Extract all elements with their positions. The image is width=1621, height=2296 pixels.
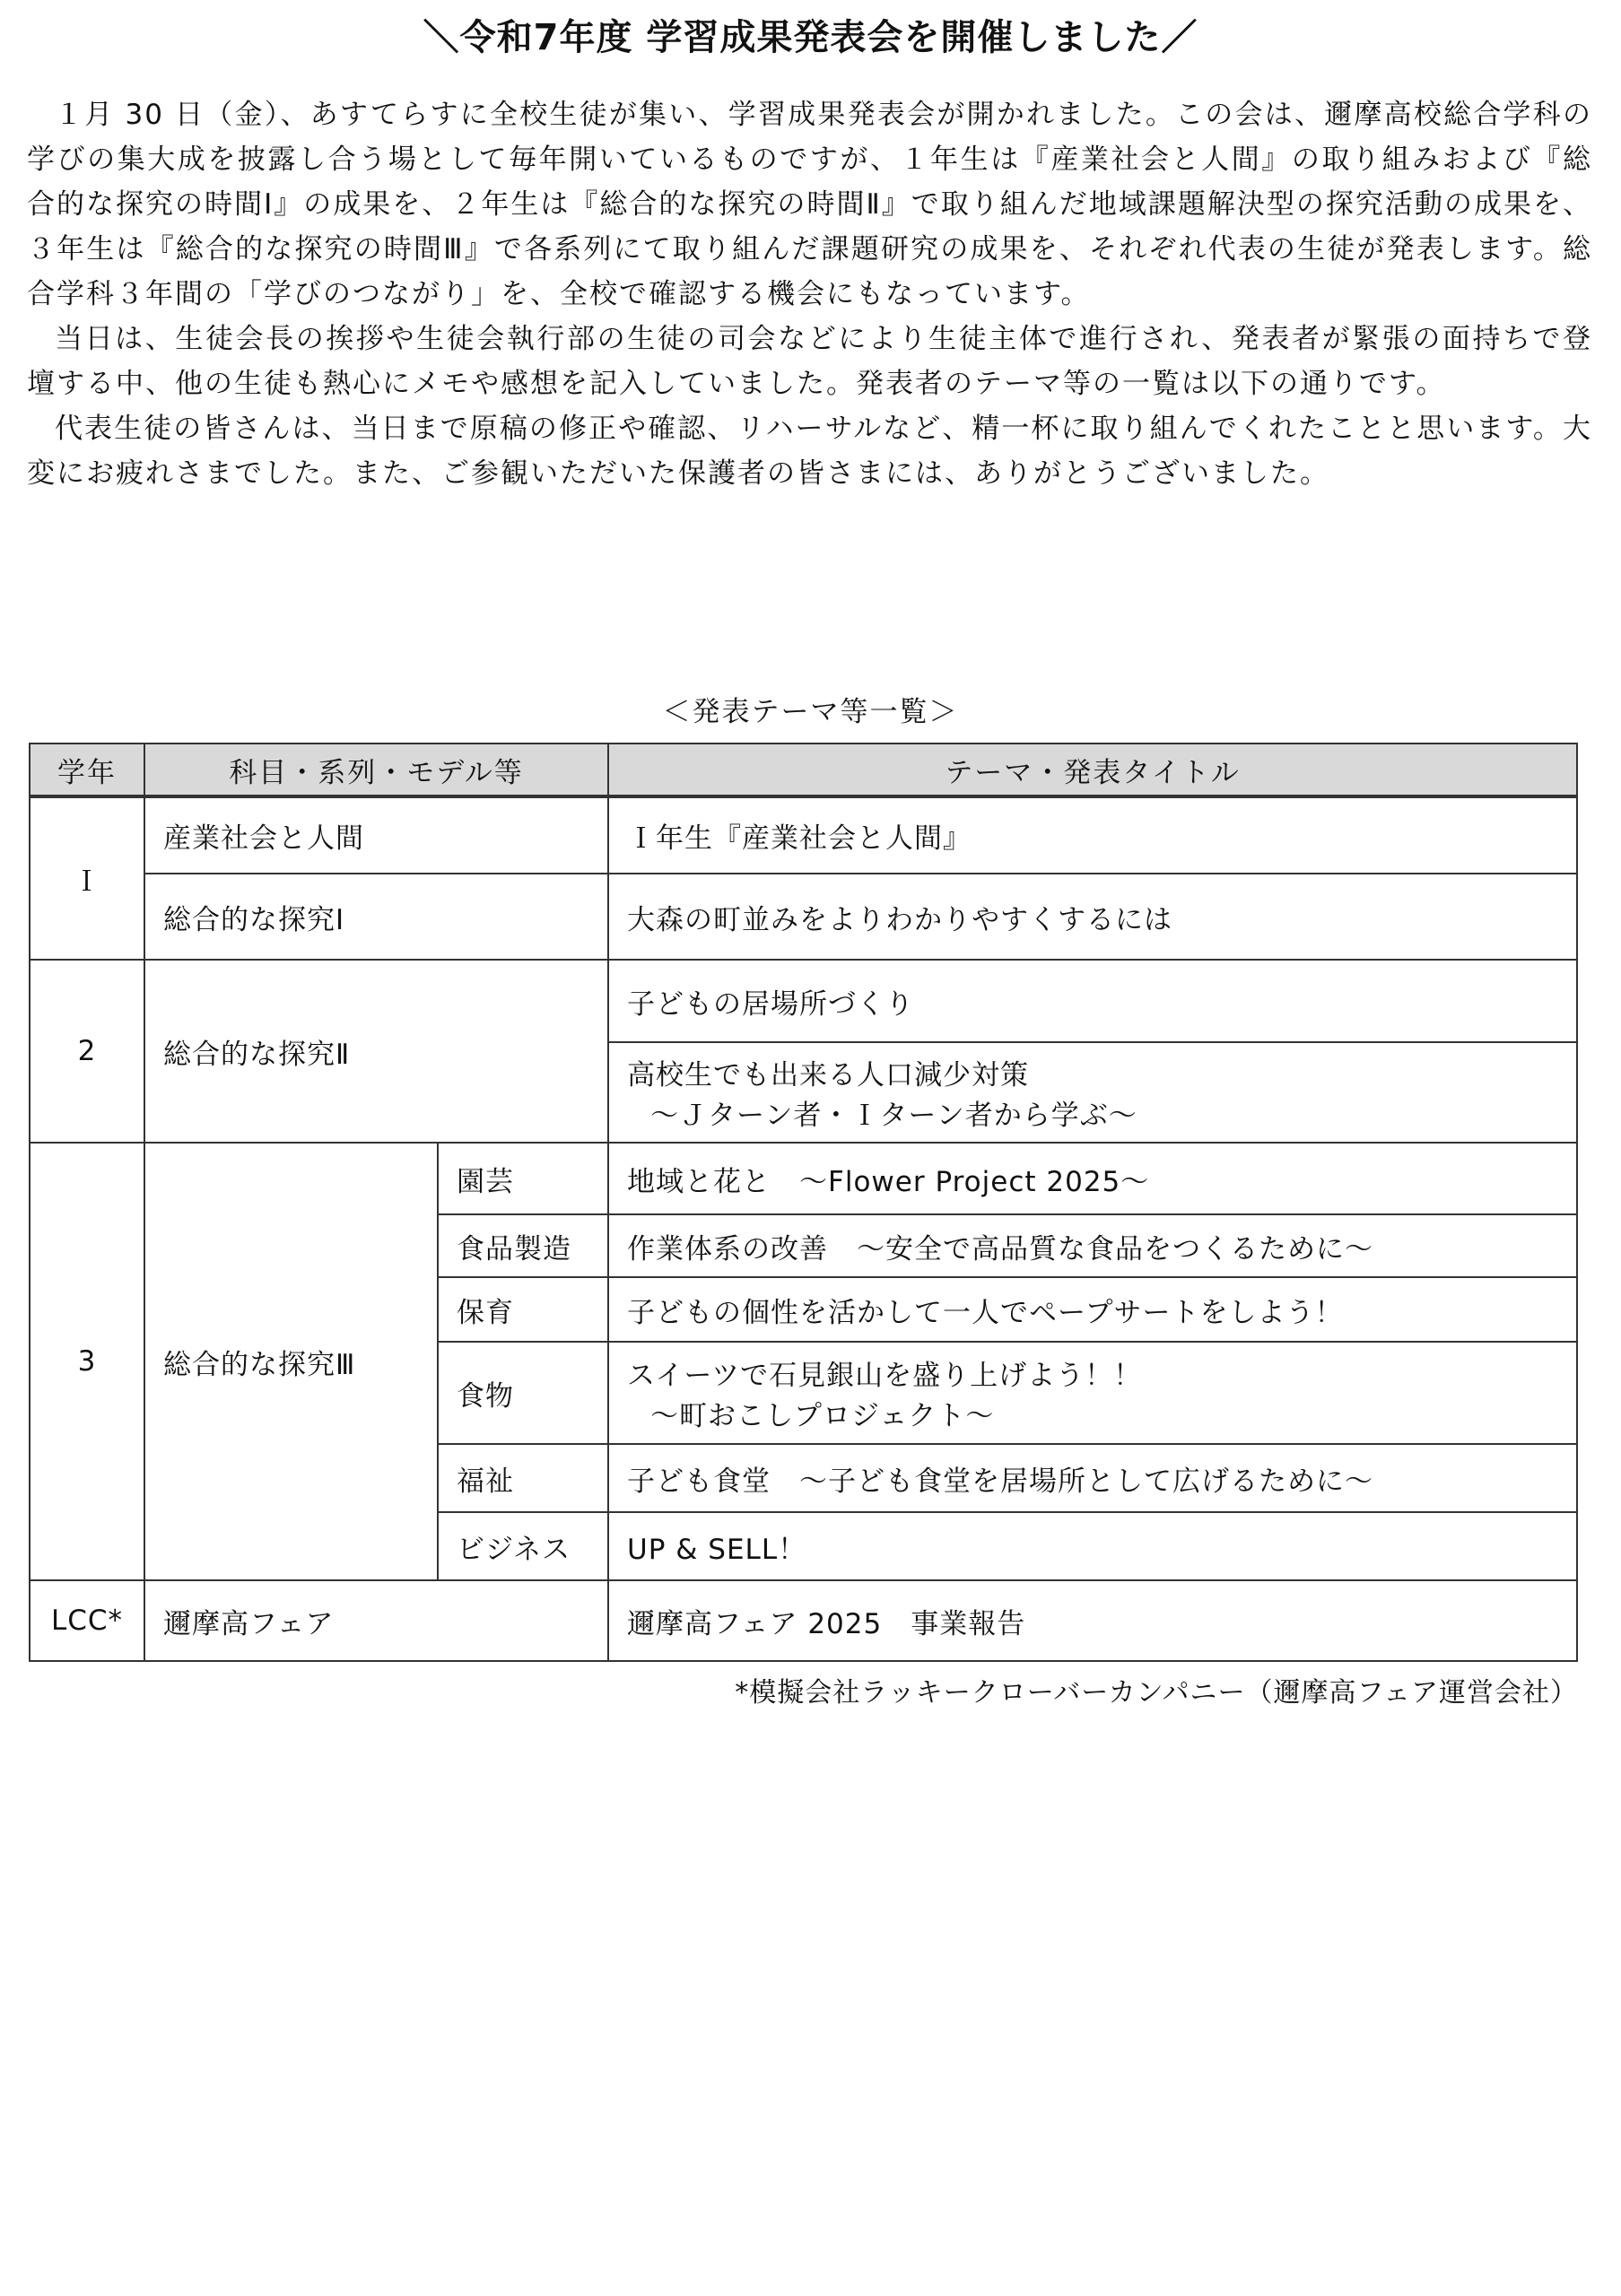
subject-cell: 総合的な探究Ⅰ (144, 874, 608, 960)
theme-cell (608, 1042, 1577, 1143)
series-cell: 福祉 (438, 1444, 608, 1512)
grade-cell: Ｉ (30, 796, 144, 960)
table-caption: ＜発表テーマ等一覧＞ (662, 696, 959, 728)
theme-cell: 作業体系の改善 ～安全で高品質な食品をつくるために～ (608, 1214, 1577, 1277)
table-row (30, 1143, 1577, 1214)
header-grade: 学年 (30, 744, 144, 796)
subject-cell: 産業社会と人間 (144, 796, 608, 874)
series-cell: 食品製造 (438, 1214, 608, 1277)
series-cell: 保育 (438, 1277, 608, 1342)
paragraph-2: 当日は、生徒会長の挨拶や生徒会執行部の生徒の司会などにより生徒主体で進行され、発表者が緊張の面持ちで登壇する中、他の生徒も熱心にメモや感想を記入していました。発表者のテーマ等の一覧は以下の通りです。 (27, 323, 1592, 400)
theme-line-2: ～Ｊターン者・Ｉターン者から学ぶ～ (650, 1100, 1137, 1132)
page-title: ＼令和7年度 学習成果発表会を開催しました／ (423, 17, 1198, 58)
theme-line-2: ～町おこしプロジェクト～ (650, 1400, 995, 1432)
paragraph-3: 代表生徒の皆さんは、当日まで原稿の修正や確認、リハーサルなど、精一杯に取り組んでくれたことと思います。大変にお疲れさまでした。また、ご参観いただいた保護者の皆さまには、ありがとうございました。 (27, 413, 1592, 490)
series-cell: 食物 (438, 1342, 608, 1444)
paragraph-1: １月 30 日（金）、あすてらすに全校生徒が集い、学習成果発表会が開かれました。この会は、邇摩高校総合学科の学びの集大成を披露し合う場として毎年開いているものですが、１年生は『産業社会と人間』の取り組みおよび『総合的な探究の時間Ⅰ』の成果を、２年生は『総合的な探究の時間Ⅱ』で取り組んだ地域課題解決型の探究活動の成果を、３年生は『総合的な探究の時間Ⅲ』で各系列にて取り組んだ課題研究の成果を、それぞれ代表の生徒が発表します。総合学科３年間の「学びのつながり」を、全校で確認する機会にもなっています。 (27, 99, 1592, 310)
table-row (30, 1580, 1577, 1661)
theme-cell: 子ども食堂 ～子ども食堂を居場所として広げるために～ (608, 1444, 1577, 1512)
series-cell: 園芸 (438, 1143, 608, 1214)
theme-line-1: 高校生でも出来る人口減少対策 (627, 1059, 1030, 1091)
table-row (30, 874, 1577, 960)
theme-table (29, 743, 1578, 1662)
table-row (30, 960, 1577, 1042)
table-row (30, 796, 1577, 874)
subject-cell: 邇摩高フェア (144, 1580, 608, 1661)
theme-cell: Ｉ年生『産業社会と人間』 (608, 796, 1577, 874)
header-theme: テーマ・発表タイトル (608, 744, 1577, 796)
footnote: *模擬会社ラッキークローバーカンパニー（邇摩高フェア運営会社） (735, 1677, 1578, 1709)
theme-cell: 邇摩高フェア 2025 事業報告 (608, 1580, 1577, 1661)
grade-cell: 2 (30, 960, 144, 1143)
theme-cell: 大森の町並みをよりわかりやすくするには (608, 874, 1577, 960)
table-header-row (30, 744, 1577, 796)
theme-cell: 子どもの居場所づくり (608, 960, 1577, 1042)
subject-cell: 総合的な探究Ⅱ (144, 960, 608, 1143)
theme-cell: 地域と花と ～Flower Project 2025～ (608, 1143, 1577, 1214)
grade-cell: 3 (30, 1143, 144, 1580)
series-cell: ビジネス (438, 1512, 608, 1580)
theme-cell (608, 1342, 1577, 1444)
theme-cell: 子どもの個性を活かして一人でペープサートをしよう！ (608, 1277, 1577, 1342)
header-subject: 科目・系列・モデル等 (144, 744, 608, 796)
grade-cell: LCC* (30, 1580, 144, 1661)
theme-cell: UP & SELL！ (608, 1512, 1577, 1580)
article-body (27, 92, 1592, 496)
theme-line-1: スイーツで石見銀山を盛り上げよう！！ (627, 1360, 1143, 1392)
subject-cell: 総合的な探究Ⅲ (144, 1143, 438, 1580)
